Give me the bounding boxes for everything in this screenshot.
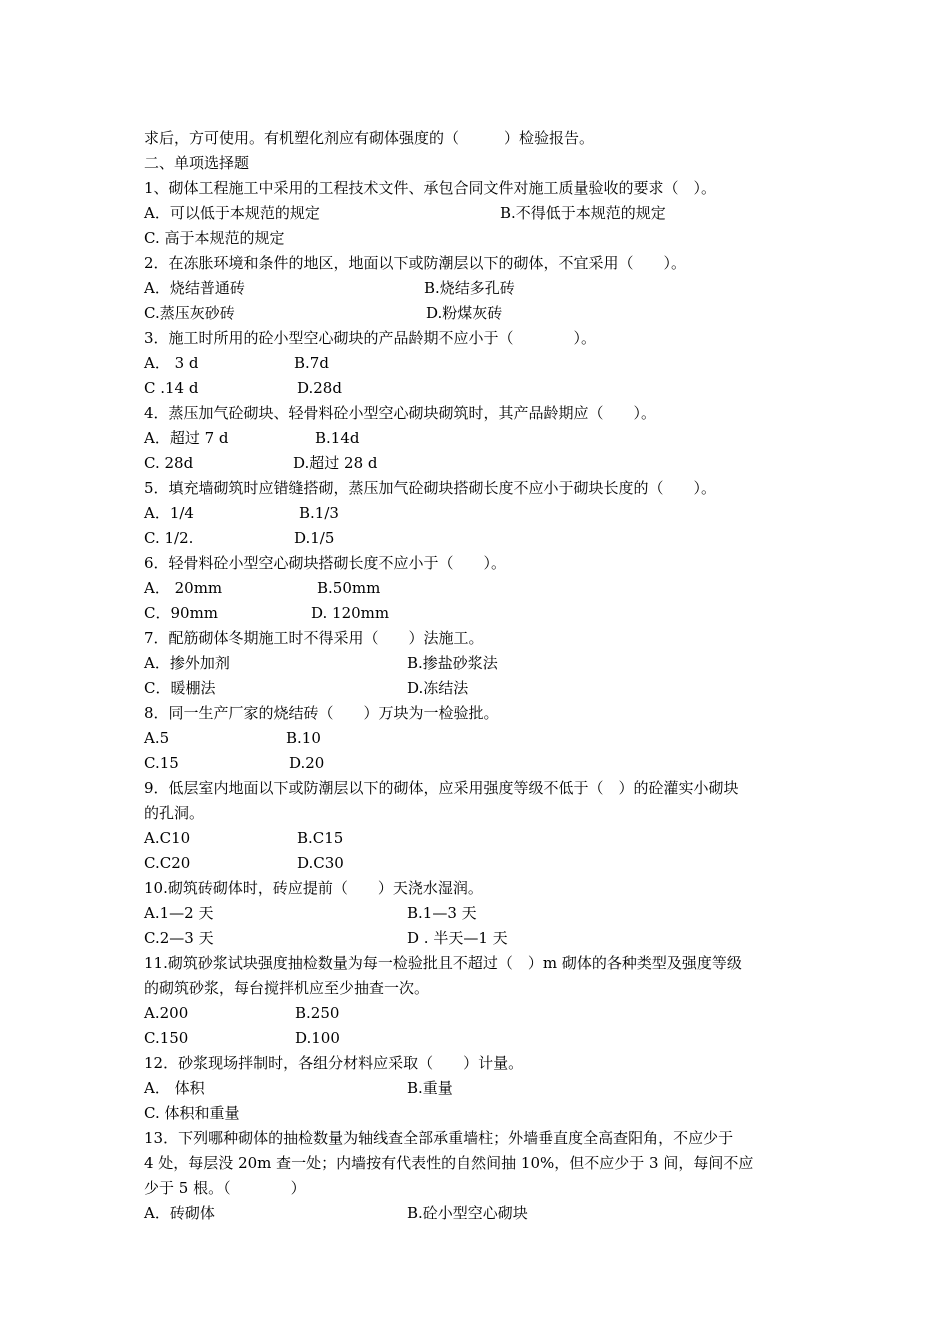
option-b: B.1/3 (299, 504, 339, 522)
question-5: 5．填充墙砌筑时应错缝搭砌，蒸压加气砼砌块搭砌长度不应小于砌块长度的（ ）。 (144, 479, 717, 497)
question-3: 3．施工时所用的砼小型空心砌块的产品龄期不应小于（ ）。 (144, 329, 597, 347)
option-c: C.C20 (144, 854, 191, 872)
option-b: B.烧结多孔砖 (424, 279, 515, 297)
question-2: 2．在冻胀环境和条件的地区，地面以下或防潮层以下的砌体，不宜采用（ ）。 (144, 254, 687, 272)
option-b: B.重量 (407, 1079, 453, 1097)
option-a: A.C10 (144, 829, 191, 847)
option-c: C.15 (144, 754, 179, 772)
option-c: C .14 d (144, 379, 199, 397)
section-heading: 二、单项选择题 (144, 154, 250, 172)
option-d: D.20 (289, 754, 325, 772)
option-c: C.150 (144, 1029, 189, 1047)
option-c: C. 1/2. (144, 529, 194, 547)
question-1: 1、砌体工程施工中采用的工程技术文件、承包合同文件对施工质量验收的要求（ ）。 (144, 179, 717, 197)
option-a: A．1/4 (144, 504, 194, 522)
question-13-cont: 4 处，每层没 20m 查一处；内墙按有代表性的自然间抽 10%，但不应少于 3 间，每间不应 (144, 1154, 754, 1172)
question-11-cont: 的砌筑砂浆，每台搅拌机应至少抽查一次。 (144, 979, 430, 997)
question-7: 7．配筋砌体冬期施工时不得采用（ ）法施工。 (144, 629, 484, 647)
option-a: A． 体积 (144, 1079, 205, 1097)
option-a: A．超过 7 d (144, 429, 229, 447)
option-b: B.250 (295, 1004, 340, 1022)
option-a: A．可以低于本规范的规定 (144, 204, 320, 222)
question-8: 8．同一生产厂家的烧结砖（ ）万块为一检验批。 (144, 704, 499, 722)
option-a: A． 3 d (144, 354, 199, 372)
question-9-cont: 的孔洞。 (144, 804, 205, 822)
option-a: A.200 (144, 1004, 189, 1022)
question-4: 4．蒸压加气砼砌块、轻骨料砼小型空心砌块砌筑时，其产品龄期应（ ）。 (144, 404, 657, 422)
option-b: B.不得低于本规范的规定 (500, 204, 666, 222)
question-9: 9．低层室内地面以下或防潮层以下的砌体，应采用强度等级不低于（ ）的砼灌实小砌块 (144, 779, 739, 797)
option-b: B.10 (286, 729, 321, 747)
option-c: C．暖棚法 (144, 679, 216, 697)
option-b: B.7d (294, 354, 329, 372)
option-c: C.蒸压灰砂砖 (144, 304, 235, 322)
text-line: 求后，方可使用。有机塑化剂应有砌体强度的（ ）检验报告。 (144, 129, 595, 147)
option-d: D.超过 28 d (293, 454, 378, 472)
question-13: 13．下列哪种砌体的抽检数量为轴线查全部承重墙柱；外墙垂直度全高查阳角，不应少于 (144, 1129, 734, 1147)
option-d: D.C30 (297, 854, 344, 872)
option-a: A.1—2 天 (144, 904, 214, 922)
question-6: 6．轻骨料砼小型空心砌块搭砌长度不应小于（ ）。 (144, 554, 507, 572)
option-c: C．90mm (144, 604, 219, 622)
option-b: B.掺盐砂浆法 (407, 654, 498, 672)
option-c: C. 高于本规范的规定 (144, 229, 285, 247)
option-a: A．烧结普通砖 (144, 279, 245, 297)
option-d: D.1/5 (294, 529, 335, 547)
option-b: B.50mm (317, 579, 381, 597)
option-b: B.1—3 天 (407, 904, 477, 922)
option-a: A.5 (144, 729, 170, 747)
option-c: C.2—3 天 (144, 929, 214, 947)
option-d: D . 半天—1 天 (407, 929, 508, 947)
question-11: 11.砌筑砂浆试块强度抽检数量为每一检验批且不超过（ ）m 砌体的各种类型及强度等级 (144, 954, 742, 972)
question-12: 12．砂浆现场拌制时，各组分材料应采取（ ）计量。 (144, 1054, 524, 1072)
option-b: B.C15 (297, 829, 344, 847)
option-d: D.粉煤灰砖 (426, 304, 503, 322)
option-b: B.14d (315, 429, 360, 447)
question-13-cont: 少于 5 根。（ ） (144, 1179, 306, 1197)
option-d: D. 120mm (311, 604, 390, 622)
question-10: 10.砌筑砖砌体时，砖应提前（ ）天浇水湿润。 (144, 879, 483, 897)
option-c: C. 28d (144, 454, 194, 472)
option-a: A．砖砌体 (144, 1204, 215, 1222)
option-d: D.100 (295, 1029, 340, 1047)
option-d: D.28d (297, 379, 342, 397)
option-d: D.冻结法 (407, 679, 469, 697)
option-c: C. 体积和重量 (144, 1104, 240, 1122)
option-a: A．掺外加剂 (144, 654, 230, 672)
option-b: B.砼小型空心砌块 (407, 1204, 528, 1222)
option-a: A． 20mm (144, 579, 223, 597)
